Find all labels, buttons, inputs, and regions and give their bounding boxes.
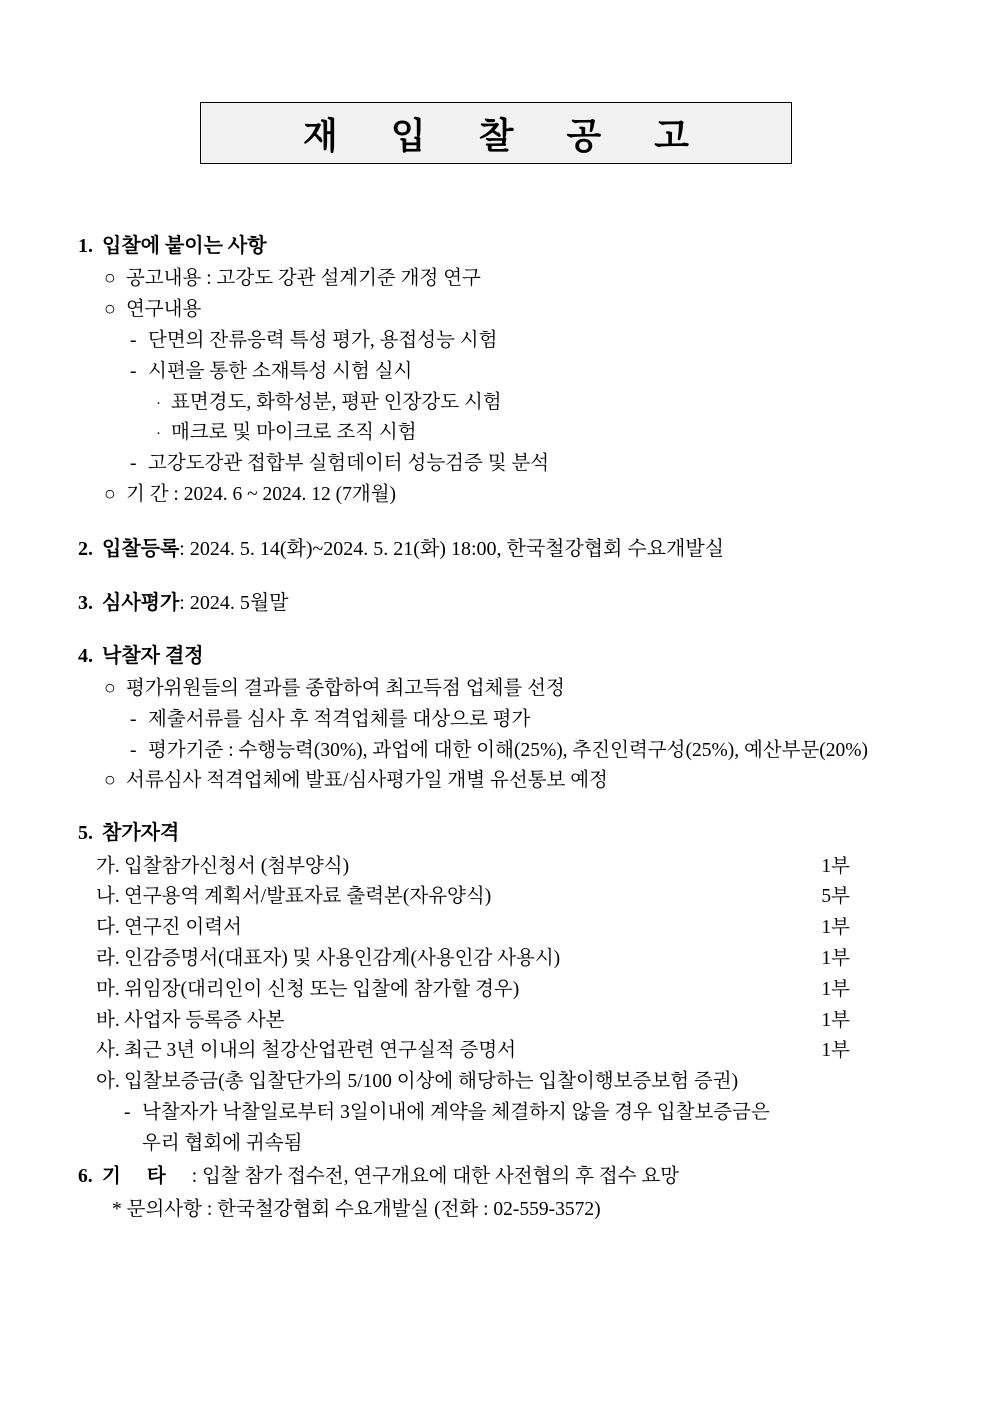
- document-body: [0, 164, 992, 1226]
- row-marker: 다.: [96, 917, 120, 939]
- row-count: 1부: [821, 1009, 850, 1031]
- deposit-note-line-1: 낙찰자가 낙찰일로부터 3일이내에 계약을 체결하지 않을 경우 입찰보증금은: [142, 1101, 770, 1123]
- row-label: 위임장(대리인이 신청 또는 입찰에 참가할 경우): [124, 978, 520, 1000]
- section-5-title: 참가자격: [102, 822, 180, 845]
- section-5-heading: [78, 817, 942, 849]
- dot-marker-icon: ·: [156, 426, 161, 443]
- research-item-1: 단면의 잔류응력 특성 평가, 용접성능 시험: [148, 329, 498, 351]
- dash-marker-icon: -: [130, 453, 137, 475]
- table-row: [78, 852, 942, 883]
- table-row: [78, 1006, 942, 1037]
- dash-marker-icon: -: [130, 739, 137, 761]
- section-1-heading: [78, 230, 942, 262]
- contact-note: * 문의사항 : 한국철강협회 수요개발실 (전화 : 02-559-3572): [112, 1199, 601, 1221]
- section-2-heading: [78, 533, 942, 565]
- section-6-number: 6.: [78, 1166, 93, 1188]
- table-row: [78, 944, 942, 975]
- circle-marker-icon: ○: [104, 299, 116, 321]
- row-label: 연구진 이력서: [124, 917, 242, 939]
- section-2-number: 2.: [78, 537, 93, 560]
- list-item: [78, 674, 942, 705]
- section-1-number: 1.: [78, 235, 93, 257]
- section-3-number: 3.: [78, 592, 93, 615]
- page-title: 재 입 찰 공 고: [303, 115, 711, 156]
- section-3-title: 심사평가: [102, 592, 180, 615]
- row-marker: 바.: [96, 1009, 120, 1031]
- row-count: 1부: [821, 978, 850, 1000]
- circle-marker-icon: ○: [104, 483, 116, 505]
- award-item-1b: 평가기준 : 수행능력(30%), 과업에 대한 이해(25%), 추진인력구성(25%), 예산부문(20%): [148, 739, 869, 761]
- list-item: [78, 480, 942, 511]
- row-marker: 사.: [96, 1040, 120, 1062]
- row-marker: 라.: [96, 947, 120, 969]
- row-label: 입찰참가신청서 (첨부양식): [124, 855, 350, 877]
- period-text: 기 간 : 2024. 6 ~ 2024. 12 (7개월): [126, 483, 397, 505]
- dash-marker-icon: -: [124, 1101, 131, 1123]
- section-6-detail: : 입찰 참가 접수전, 연구개요에 대한 사전협의 후 접수 요망: [191, 1166, 680, 1188]
- section-6-title-char-2: 타: [146, 1166, 192, 1188]
- section-2-detail: : 2024. 5. 14(화)~2024. 5. 21(화) 18:00, 한국철강협회 수요개발실: [179, 537, 725, 560]
- section-1-title: 입찰에 붙이는 사항: [102, 235, 267, 257]
- dot-marker-icon: ·: [156, 395, 161, 412]
- award-item-1a: 제출서류를 심사 후 적격업체를 대상으로 평가: [148, 708, 531, 730]
- dash-marker-icon: -: [130, 360, 137, 382]
- row-label: 인감증명서(대표자) 및 사용인감계(사용인감 사용시): [124, 947, 561, 969]
- row-count: 5부: [821, 886, 850, 908]
- circle-marker-icon: ○: [104, 770, 116, 792]
- list-item: [78, 1098, 942, 1129]
- research-item-2: 시편을 통한 소재특성 시험 실시: [148, 360, 413, 382]
- row-count: 1부: [821, 855, 850, 877]
- title-area: [0, 0, 992, 164]
- list-item: [78, 295, 942, 326]
- list-item: [78, 357, 942, 388]
- research-label: 연구내용: [126, 299, 202, 321]
- row-label: 사업자 등록증 사본: [124, 1009, 285, 1031]
- section-4-title: 낙찰자 결정: [102, 644, 204, 667]
- table-row: [78, 1067, 942, 1098]
- row-count: 1부: [821, 1040, 850, 1062]
- section-6-title-char-1: 기: [102, 1166, 147, 1188]
- row-label: 최근 3년 이내의 철강산업관련 연구실적 증명서: [124, 1040, 517, 1062]
- list-item: [78, 388, 942, 419]
- notice-content: 공고내용 : 고강도 강관 설계기준 개정 연구: [126, 268, 481, 290]
- row-marker: 마.: [96, 978, 120, 1000]
- list-item: [78, 326, 942, 357]
- award-item-2: 서류심사 적격업체에 발표/심사평가일 개별 유선통보 예정: [126, 770, 608, 792]
- row-marker: 아.: [96, 1071, 120, 1093]
- row-count: 1부: [821, 947, 850, 969]
- section-3-detail: : 2024. 5월말: [179, 592, 289, 615]
- circle-marker-icon: ○: [104, 268, 116, 290]
- list-item: [78, 736, 942, 767]
- list-item: [78, 449, 942, 480]
- table-row: [78, 975, 942, 1006]
- title-box: [200, 102, 792, 164]
- table-row: [78, 882, 942, 913]
- row-label: 연구용역 계획서/발표자료 출력본(자유양식): [124, 886, 492, 908]
- research-item-2b: 매크로 및 마이크로 조직 시험: [171, 422, 417, 444]
- list-item: [78, 264, 942, 295]
- row-marker: 가.: [96, 855, 120, 877]
- research-item-2a: 표면경도, 화학성분, 평판 인장강도 시험: [171, 391, 502, 413]
- list-item: [78, 766, 942, 797]
- dash-marker-icon: -: [130, 708, 137, 730]
- dash-marker-icon: -: [130, 329, 137, 351]
- section-5-number: 5.: [78, 822, 93, 845]
- row-count: 1부: [821, 917, 850, 939]
- row-marker: 나.: [96, 886, 120, 908]
- research-item-3: 고강도강관 접합부 실험데이터 성능검증 및 분석: [148, 453, 550, 475]
- section-4-number: 4.: [78, 644, 93, 667]
- section-4-heading: [78, 640, 942, 672]
- deposit-note-line-2: 우리 협회에 귀속됨: [142, 1132, 303, 1154]
- list-item: [78, 705, 942, 736]
- section-3-heading: [78, 587, 942, 619]
- section-6-heading: [78, 1161, 942, 1193]
- table-row: [78, 1036, 942, 1067]
- list-item: [78, 418, 942, 449]
- award-item-1: 평가위원들의 결과를 종합하여 최고득점 업체를 선정: [126, 677, 565, 699]
- row-label: 입찰보증금(총 입찰단가의 5/100 이상에 해당하는 입찰이행보증보험 증권): [124, 1071, 739, 1093]
- section-2-title: 입찰등록: [102, 537, 180, 560]
- table-row: [78, 913, 942, 944]
- circle-marker-icon: ○: [104, 677, 116, 699]
